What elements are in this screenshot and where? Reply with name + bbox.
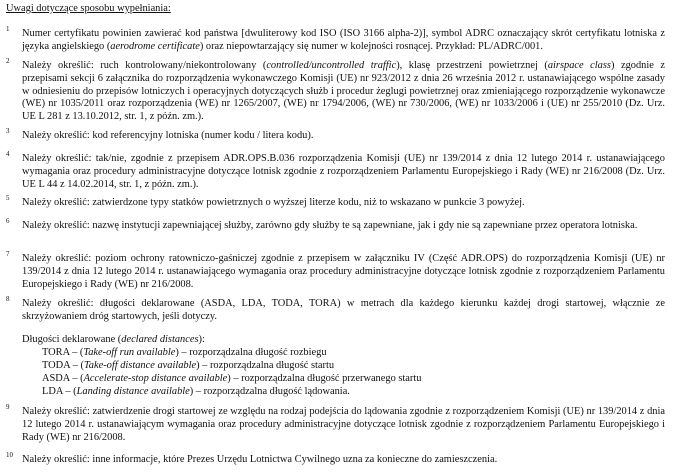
footnote-number: 6 [6,217,10,225]
footnote-number: 3 [6,127,10,135]
declared-distances-intro: Długości deklarowane (declared distances): [22,334,205,345]
footnote-text: Należy określić: zatwierdzenie drogi startowej ze względu na rodzaj podejścia do lądowania zgodnie z rozporządzeniem Komisji (UE) nr 139/2014 z dnia 12 lutego 2014 r. ustanawiającym wymagania oraz procedury administracyjne dotyczące lotnisk zgodnie z rozporządzeniem Parlamentu Europejskiego i Rady (WE) nr 216/2008. [22,406,665,443]
footnote-number: 7 [6,250,10,258]
distance-toda: TODA – (Take-off distance available) – rozporządzalna długość startu [42,360,335,371]
footnote-text: Należy określić: kod referencyjny lotniska (numer kodu / litera kodu). [22,130,314,141]
footnote-text: Należy określić: nazwę instytucji zapewniającej służby, zarówno gdy służby te są zapewniane, jak i gdy nie są zapewniane przez operatora lotniska. [22,220,638,231]
footnote-number: 5 [6,194,10,202]
footnote-text: Należy określić: zatwierdzone typy statków powietrznych o wyższej literze kodu, niż to wskazano w punkcie 3 powyżej. [22,197,525,208]
footnote-text: Należy określić: długości deklarowane (ASDA, LDA, TODA, TORA) w metrach dla każdego kierunku każdej drogi startowej, włącznie ze skrzyżowaniem dróg startowych, jeśli dotyczy. [22,298,665,322]
footnote-number: 2 [6,57,10,65]
footnote-number: 8 [6,295,10,303]
footnote-text: Należy określić: inne informacje, które Prezes Urzędu Lotnictwa Cywilnego uzna za konieczne do zamieszczenia. [22,454,498,465]
footnote-text: Należy określić: tak/nie, zgodnie z przepisem ADR.OPS.B.036 rozporządzenia Komisji (UE) nr 139/2014 z dnia 12 lutego 2014 r. ustanawiającego wymagania oraz procedury administracyjne dotyczące lotnisk zgodnie z rozporządzeniem Parlamentu Europejskiego i Rady (WE) nr 216/2008 (Dz. Urz. UE L 44 z 14.02.2014, str. 1, z późn. zm.). [22,153,665,190]
footnote-text: Należy określić: ruch kontrolowany/niekontrolowany (controlled/uncontrolled traffic), klasę przestrzeni powietrznej (airspace class) zgodnie z przepisami sekcji 6 załącznika do rozporządzenia wykonawczego Komisji (UE) nr 923/2012 z dnia 26 września 2012 r. ustanawiającego wspólne zasady w odniesieniu do przepisów lotniczych i operacyjnych dotyczących służb i procedur żeglugi powietrznej oraz zmieniającego rozporządzenie wykonawcze (WE) nr 1035/2011 oraz rozporządzenia (WE) nr 1265/2007, (WE) nr 1794/2006, (WE) nr 730/2006, (WE) nr 1033/2006 i (UE) nr 255/2010 (Dz. Urz. UE L 281 z 13.10.2012, str. 1, z późn. zm.). [22,60,665,123]
footnote-number: 9 [6,403,10,411]
footnote-number: 10 [6,451,13,459]
distance-asda: ASDA – (Accelerate-stop distance available) – rozporządzalna długość przerwanego startu [42,373,422,384]
distance-lda: LDA – (Landing distance available) – rozporządzalna długość lądowania. [42,386,350,397]
footnote-text: Należy określić: poziom ochrony ratowniczo-gaśniczej zgodnie z przepisem w załączniku IV (Część ADR.OPS) do rozporządzenia Komisji (UE) nr 139/2014 z dnia 12 lutego 2014 r. ustanawiającego wymagania oraz procedury administracyjne dotyczące lotnisk zgodnie z rozporządzeniem Parlamentu Europejskiego i Rady (WE) nr 216/2008. [22,253,665,290]
footnote-text: Numer certyfikatu powinien zawierać kod państwa [dwuliterowy kod ISO (ISO 3166 alpha-2)], symbol ADRC oznaczający skrót certyfikatu lotniska z języka angielskiego (aerodrome certificate) oraz niepowtarzający się numer w kolejności rosnącej. Przykład: PL/ADRC/001. [22,28,665,52]
footnote-number: 4 [6,150,10,158]
footnote-number: 1 [6,25,10,33]
notes-heading: Uwagi dotyczące sposobu wypełniania: [6,3,171,14]
distance-tora: TORA – (Take-off run available) – rozporządzalna długość rozbiegu [42,347,327,358]
